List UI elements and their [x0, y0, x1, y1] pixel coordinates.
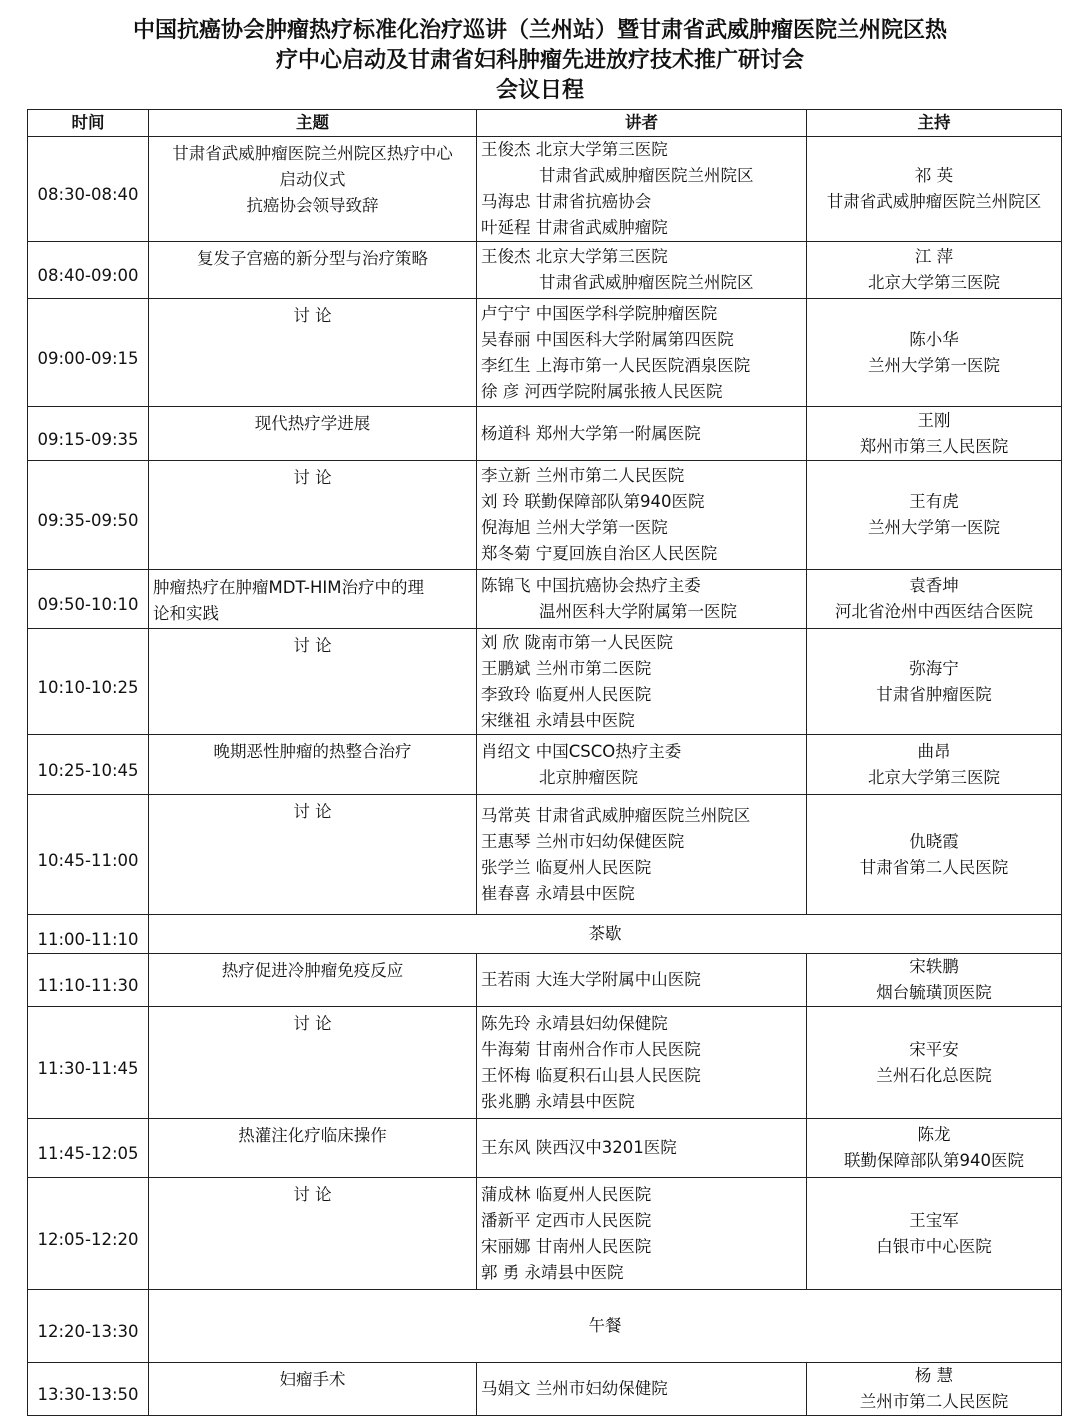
host-line: 王刚 — [917, 410, 951, 430]
header-topic: 主题 — [149, 110, 477, 137]
speaker-line: 刘 欣 陇南市第一人民医院 — [481, 632, 673, 652]
speaker-cell — [477, 1007, 807, 1119]
topic-cell — [149, 407, 477, 461]
time-cell: 09:35-09:50 — [28, 461, 149, 570]
speaker-line: 叶延程 甘肃省武威肿瘤院 — [481, 218, 668, 237]
host-cell — [807, 407, 1062, 461]
speaker-line: 陈先玲 永靖县妇幼保健院 — [481, 1013, 668, 1033]
speaker-line: 马海忠 甘肃省抗癌协会 — [481, 192, 652, 211]
host-line: 白银市中心医院 — [876, 1236, 992, 1256]
time-cell: 10:45-11:00 — [28, 795, 149, 915]
host-line: 袁香坤 — [909, 576, 959, 595]
time-cell: 11:00-11:10 — [28, 915, 149, 954]
host-line: 联勤保障部队第940医院 — [844, 1151, 1024, 1170]
host-line: 仇晓霞 — [909, 831, 959, 851]
schedule-row — [28, 137, 1062, 242]
host-cell — [807, 1178, 1062, 1290]
speaker-line: 潘新平 定西市人民医院 — [481, 1210, 652, 1230]
time-cell: 12:20-13:30 — [28, 1290, 149, 1363]
speaker-line: 杨道科 郑州大学第一附属医院 — [481, 423, 701, 443]
topic-line: 讨 论 — [293, 1185, 332, 1204]
schedule-row — [28, 1007, 1062, 1119]
speaker-line: 肖绍文 中国CSCO热疗主委 — [481, 741, 682, 761]
title-line-1: 中国抗癌协会肿瘤热疗标准化治疗巡讲（兰州站）暨甘肃省武威肿瘤医院兰州院区热 — [132, 18, 947, 43]
break-cell: 午餐 — [149, 1290, 1062, 1363]
speaker-cell — [477, 1363, 807, 1416]
speaker-line: 宋继祖 永靖县中医院 — [481, 710, 635, 730]
topic-line: 论和实践 — [153, 604, 219, 623]
time-cell: 11:45-12:05 — [28, 1119, 149, 1178]
title-line-2: 疗中心启动及甘肃省妇科肿瘤先进放疗技术推广研讨会 — [275, 48, 804, 73]
speaker-line: 马常英 甘肃省武威肿瘤医院兰州院区 — [481, 805, 751, 825]
speaker-line: 刘 玲 联勤保障部队第940医院 — [481, 492, 705, 511]
schedule-row — [28, 1119, 1062, 1178]
speaker-line: 李致玲 临夏州人民医院 — [481, 684, 652, 704]
speaker-line: 王俊杰 北京大学第三医院 — [481, 140, 668, 159]
speaker-cell — [477, 795, 807, 915]
host-line: 王宝军 — [909, 1210, 959, 1230]
topic-line: 热灌注化疗临床操作 — [238, 1126, 387, 1145]
topic-cell — [149, 954, 477, 1007]
topic-line: 启动仪式 — [279, 170, 346, 189]
topic-line: 晚期恶性肿瘤的热整合治疗 — [213, 742, 412, 761]
speaker-line: 李红生 上海市第一人民医院酒泉医院 — [481, 355, 751, 375]
title-line-3: 会议日程 — [495, 78, 584, 103]
speaker-line: 王若雨 大连大学附属中山医院 — [481, 970, 701, 989]
speaker-line: 蒲成林 临夏州人民医院 — [481, 1184, 652, 1204]
host-line: 兰州大学第一医院 — [868, 355, 1000, 375]
topic-cell — [149, 461, 477, 570]
speaker-line: 宋丽娜 甘南州人民医院 — [481, 1236, 652, 1256]
speaker-cell — [477, 954, 807, 1007]
host-line: 宋轶鹏 — [909, 957, 959, 976]
host-cell — [807, 137, 1062, 242]
schedule-row — [28, 1363, 1062, 1416]
host-line: 甘肃省武威肿瘤医院兰州院区 — [826, 192, 1042, 211]
speaker-cell — [477, 461, 807, 570]
speaker-cell — [477, 137, 807, 242]
host-line: 宋平安 — [909, 1039, 959, 1059]
host-cell — [807, 570, 1062, 629]
topic-line: 讨 论 — [293, 468, 332, 487]
schedule-row — [28, 407, 1062, 461]
host-line: 甘肃省肿瘤医院 — [876, 684, 992, 704]
speaker-line: 甘肃省武威肿瘤医院兰州院区 — [539, 166, 754, 185]
topic-cell — [149, 1119, 477, 1178]
speaker-cell — [477, 242, 807, 299]
topic-cell — [149, 1007, 477, 1119]
topic-cell — [149, 1363, 477, 1416]
host-cell — [807, 1007, 1062, 1119]
host-cell — [807, 461, 1062, 570]
host-line: 北京大学第三医院 — [868, 273, 1000, 292]
host-line: 陈小华 — [909, 329, 959, 349]
topic-cell — [149, 299, 477, 407]
speaker-line: 牛海菊 甘南州合作市人民医院 — [481, 1039, 701, 1059]
time-cell: 11:30-11:45 — [28, 1007, 149, 1119]
host-cell — [807, 1363, 1062, 1416]
time-cell: 13:30-13:50 — [28, 1363, 149, 1416]
topic-cell — [149, 795, 477, 915]
speaker-line: 马娟文 兰州市妇幼保健院 — [481, 1379, 668, 1398]
topic-cell — [149, 629, 477, 735]
time-cell: 08:40-09:00 — [28, 242, 149, 299]
schedule-table — [27, 109, 1062, 1416]
speaker-line: 王怀梅 临夏积石山县人民医院 — [481, 1065, 701, 1085]
header-host: 主持 — [807, 110, 1062, 137]
topic-line: 抗癌协会领导致辞 — [246, 196, 379, 215]
host-line: 河北省沧州中西医结合医院 — [835, 602, 1033, 621]
schedule-row — [28, 1178, 1062, 1290]
topic-cell — [149, 137, 477, 242]
speaker-cell — [477, 1119, 807, 1178]
topic-cell — [149, 242, 477, 299]
schedule-row — [28, 242, 1062, 299]
host-line: 杨 慧 — [914, 1366, 954, 1385]
speaker-line: 徐 彦 河西学院附属张掖人民医院 — [481, 381, 723, 401]
speaker-line: 温州医科大学附属第一医院 — [539, 602, 737, 621]
time-cell: 09:50-10:10 — [28, 570, 149, 629]
header-time: 时间 — [28, 110, 149, 137]
speaker-line: 北京肿瘤医院 — [539, 767, 638, 787]
topic-line: 肿瘤热疗在肿瘤MDT-HIM治疗中的理 — [153, 578, 424, 597]
schedule-row — [28, 1290, 1062, 1363]
topic-cell — [149, 1178, 477, 1290]
time-cell: 12:05-12:20 — [28, 1178, 149, 1290]
time-cell: 08:30-08:40 — [28, 137, 149, 242]
topic-line: 讨 论 — [293, 1014, 332, 1033]
host-line: 曲昂 — [917, 741, 951, 761]
schedule-row — [28, 629, 1062, 735]
host-line: 王有虎 — [909, 492, 959, 511]
host-line: 兰州市第二人民医院 — [859, 1392, 1009, 1411]
topic-line: 甘肃省武威肿瘤医院兰州院区热疗中心 — [172, 144, 453, 163]
topic-line: 讨 论 — [293, 306, 332, 325]
topic-line: 讨 论 — [293, 802, 332, 821]
speaker-line: 郑冬菊 宁夏回族自治区人民医院 — [481, 544, 718, 563]
schedule-row — [28, 461, 1062, 570]
host-line: 陈龙 — [917, 1125, 951, 1144]
schedule-row — [28, 915, 1062, 954]
topic-line: 复发子宫癌的新分型与治疗策略 — [197, 249, 428, 268]
speaker-line: 张兆鹏 永靖县中医院 — [481, 1091, 635, 1111]
header-row — [28, 110, 1062, 137]
time-cell: 10:25-10:45 — [28, 735, 149, 795]
host-cell — [807, 242, 1062, 299]
host-line: 弥海宁 — [909, 658, 959, 678]
speaker-cell — [477, 407, 807, 461]
speaker-line: 王惠琴 兰州市妇幼保健医院 — [481, 831, 685, 851]
host-line: 祁 英 — [914, 166, 954, 185]
topic-line: 妇瘤手术 — [279, 1370, 346, 1389]
speaker-line: 王俊杰 北京大学第三医院 — [481, 247, 668, 266]
host-line: 北京大学第三医院 — [868, 767, 1000, 787]
schedule-row — [28, 299, 1062, 407]
host-cell — [807, 629, 1062, 735]
host-cell — [807, 735, 1062, 795]
speaker-line: 王东风 陕西汉中3201医院 — [481, 1138, 677, 1157]
topic-line: 现代热疗学进展 — [254, 414, 371, 433]
topic-line: 讨 论 — [293, 636, 332, 655]
host-line: 甘肃省第二人民医院 — [859, 857, 1009, 877]
topic-cell — [149, 570, 477, 629]
speaker-cell — [477, 735, 807, 795]
host-cell — [807, 1119, 1062, 1178]
time-cell: 10:10-10:25 — [28, 629, 149, 735]
schedule-body — [28, 137, 1062, 1416]
host-cell — [807, 795, 1062, 915]
host-line: 江 萍 — [914, 247, 954, 266]
host-line: 兰州石化总医院 — [876, 1065, 992, 1085]
speaker-line: 卢宁宁 中国医学科学院肿瘤医院 — [481, 303, 718, 323]
schedule-row — [28, 954, 1062, 1007]
host-line: 烟台毓璜顶医院 — [876, 983, 992, 1002]
speaker-cell — [477, 1178, 807, 1290]
time-cell: 11:10-11:30 — [28, 954, 149, 1007]
host-line: 郑州市第三人民医院 — [859, 436, 1009, 456]
speaker-line: 甘肃省武威肿瘤医院兰州院区 — [539, 273, 754, 292]
speaker-line: 崔春喜 永靖县中医院 — [481, 883, 635, 903]
topic-cell — [149, 735, 477, 795]
schedule-row — [28, 795, 1062, 915]
time-cell: 09:15-09:35 — [28, 407, 149, 461]
host-cell — [807, 299, 1062, 407]
speaker-line: 倪海旭 兰州大学第一医院 — [481, 518, 668, 537]
speaker-line: 吴春丽 中国医科大学附属第四医院 — [481, 329, 734, 349]
speaker-cell — [477, 299, 807, 407]
speaker-line: 李立新 兰州市第二人民医院 — [481, 466, 685, 485]
speaker-line: 张学兰 临夏州人民医院 — [481, 857, 652, 877]
host-cell — [807, 954, 1062, 1007]
speaker-cell — [477, 629, 807, 735]
speaker-line: 陈锦飞 中国抗癌协会热疗主委 — [481, 576, 701, 595]
topic-line: 热疗促进冷肿瘤免疫反应 — [221, 961, 404, 980]
speaker-cell — [477, 570, 807, 629]
host-line: 兰州大学第一医院 — [868, 518, 1000, 537]
speaker-line: 王鹏斌 兰州市第二医院 — [481, 658, 652, 678]
schedule-row — [28, 570, 1062, 629]
speaker-line: 郭 勇 永靖县中医院 — [481, 1262, 624, 1282]
break-cell: 茶歇 — [149, 915, 1062, 954]
schedule-row — [28, 735, 1062, 795]
header-speaker: 讲者 — [477, 110, 807, 137]
time-cell: 09:00-09:15 — [28, 299, 149, 407]
